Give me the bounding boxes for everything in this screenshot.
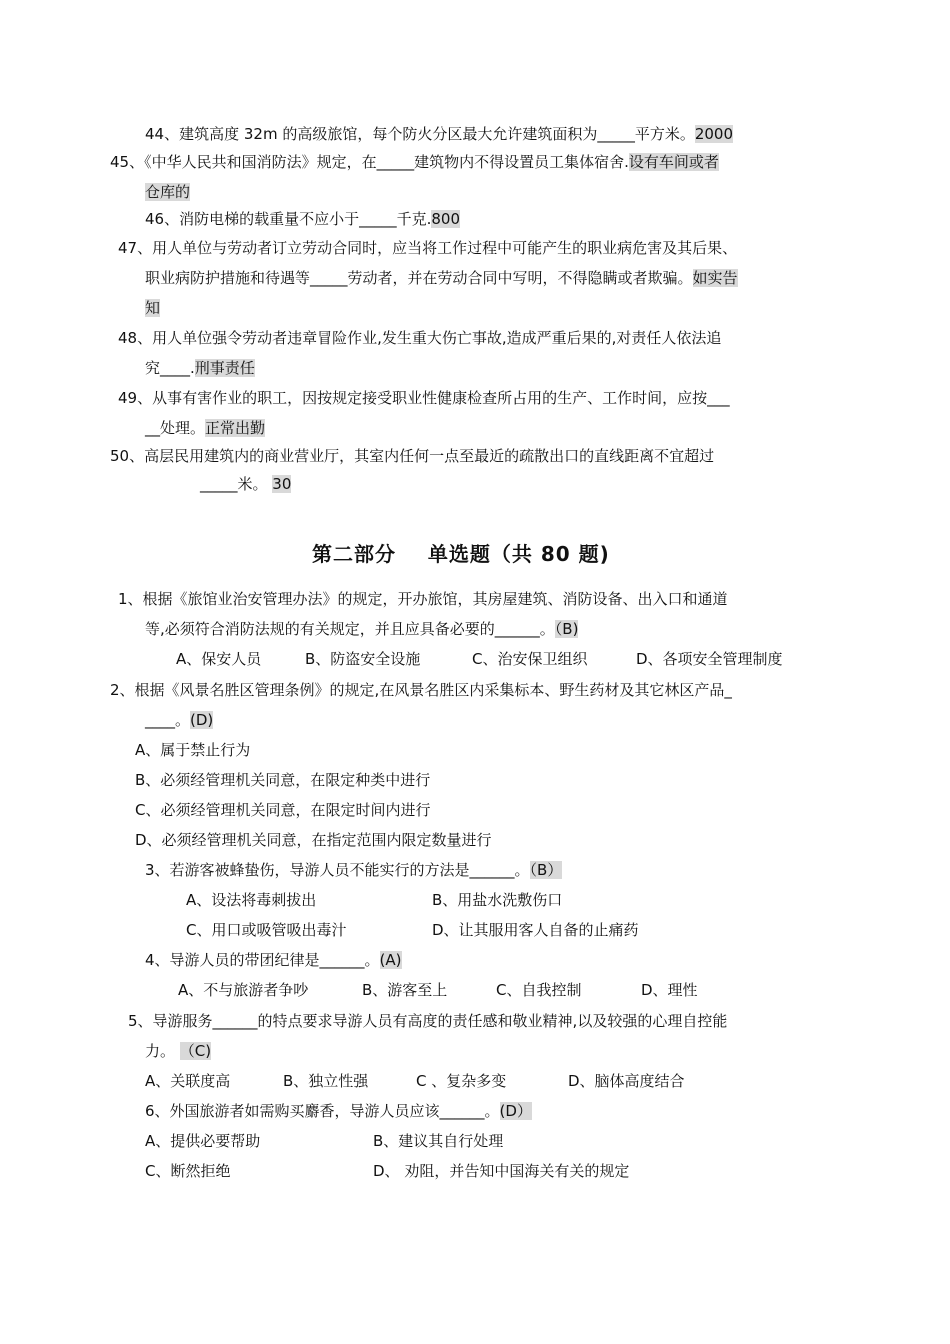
q47-line2 bbox=[145, 268, 738, 288]
q48-text: 究____. bbox=[145, 359, 195, 377]
p2-q2-option-d: D、必须经管理机关同意，在指定范围内限定数量进行 bbox=[135, 831, 492, 849]
q45-line2 bbox=[145, 182, 190, 202]
q45-text: 45、《中华人民共和国消防法》规定，在_____建筑物内不得设置员工集体宿舍. bbox=[110, 153, 629, 171]
p2-q4-answer: (A) bbox=[379, 951, 402, 969]
p2-q6-option-d: D、 劝阻，并告知中国海关有关的规定 bbox=[373, 1162, 630, 1180]
q46-line bbox=[145, 209, 460, 229]
q50-text: _____米。 bbox=[200, 475, 268, 493]
p2-q3-option-c: C、用口或吸管吸出毒汁 bbox=[186, 921, 347, 939]
p2-q6-line bbox=[145, 1101, 532, 1121]
p2-q3-answer: （B） bbox=[529, 861, 563, 879]
p2-q2-line1: 2、根据《风景名胜区管理条例》的规定,在风景名胜区内采集标本、野生药材及其它林区产品_ bbox=[110, 681, 732, 699]
q44-answer: 2000 bbox=[694, 125, 734, 143]
p2-q5-option-c: C 、复杂多变 bbox=[416, 1072, 507, 1090]
p2-q6-option-c: C、断然拒绝 bbox=[145, 1162, 231, 1180]
p2-q2-option-c: C、必须经管理机关同意，在限定时间内进行 bbox=[135, 801, 431, 819]
q50-line1: 50、高层民用建筑内的商业营业厅，其室内任何一点至最近的疏散出口的直线距离不宜超过 bbox=[110, 447, 715, 465]
q46-answer: 800 bbox=[431, 210, 460, 228]
p2-q6-answer: (D） bbox=[499, 1102, 532, 1120]
p2-q1-option-a: A、保安人员 bbox=[176, 650, 262, 668]
q45-answer-a: 设有车间或者 bbox=[628, 153, 719, 171]
p2-q5-answer: （C) bbox=[179, 1042, 212, 1060]
p2-q1-option-b: B、防盗安全设施 bbox=[305, 650, 421, 668]
q45-answer-b: 仓库的 bbox=[145, 183, 191, 201]
p2-q1-option-c: C、治安保卫组织 bbox=[472, 650, 588, 668]
q48-line2 bbox=[145, 358, 255, 378]
p2-q3-line bbox=[145, 860, 562, 880]
p2-q6-text: 6、外国旅游者如需购买麝香，导游人员应该______。 bbox=[145, 1102, 500, 1120]
q46-text: 46、消防电梯的载重量不应小于_____千克. bbox=[145, 210, 432, 228]
q49-line1: 49、从事有害作业的职工，因按规定接受职业性健康检查所占用的生产、工作时间，应按___ bbox=[118, 389, 730, 407]
p2-q6-option-b: B、建议其自行处理 bbox=[373, 1132, 504, 1150]
p2-q4-option-a: A、不与旅游者争吵 bbox=[178, 981, 309, 999]
q48-line1: 48、用人单位强令劳动者违章冒险作业,发生重大伤亡事故,造成严重后果的,对责任人依法追 bbox=[118, 329, 722, 347]
p2-q2-line2 bbox=[145, 710, 213, 730]
q47-answer-b: 知 bbox=[145, 299, 161, 317]
p2-q2-option-a: A、属于禁止行为 bbox=[135, 741, 251, 759]
p2-q5-text: 力。 bbox=[145, 1042, 180, 1060]
q45-line1 bbox=[110, 152, 719, 172]
p2-q4-option-d: D、理性 bbox=[641, 981, 698, 999]
p2-q2-text: ____。 bbox=[145, 711, 191, 729]
q50-answer: 30 bbox=[272, 475, 292, 493]
p2-q1-text: 等,必须符合消防法规的有关规定，并且应具备必要的______。 bbox=[145, 620, 555, 638]
q47-answer-a: 如实告 bbox=[692, 269, 738, 287]
p2-q5-option-d: D、脑体高度结合 bbox=[568, 1072, 685, 1090]
q49-answer: 正常出勤 bbox=[205, 419, 266, 437]
p2-q3-text: 3、若游客被蜂蛰伤，导游人员不能实行的方法是______。 bbox=[145, 861, 530, 879]
p2-q2-option-b: B、必须经管理机关同意，在限定种类中进行 bbox=[135, 771, 431, 789]
p2-q1-line1: 1、根据《旅馆业治安管理办法》的规定，开办旅馆，其房屋建筑、消防设备、出入口和通道 bbox=[118, 590, 728, 608]
q49-line2 bbox=[145, 418, 265, 438]
p2-q3-option-a: A、设法将毒刺拔出 bbox=[186, 891, 317, 909]
p2-q5-option-a: A、关联度高 bbox=[145, 1072, 231, 1090]
section-title: 第二部分 单选题（共 80 题) bbox=[312, 542, 610, 566]
p2-q1-answer: （B) bbox=[554, 620, 579, 638]
q49-text: __处理。 bbox=[145, 419, 206, 437]
p2-q1-option-d: D、各项安全管理制度 bbox=[636, 650, 783, 668]
q47-text: 职业病防护措施和待遇等_____劳动者，并在劳动合同中写明，不得隐瞒或者欺骗。 bbox=[145, 269, 693, 287]
q44-text: 44、建筑高度 32m 的高级旅馆，每个防火分区最大允许建筑面积为_____平方米。 bbox=[145, 125, 695, 143]
p2-q4-option-c: C、自我控制 bbox=[496, 981, 582, 999]
p2-q3-option-d: D、让其服用客人自备的止痛药 bbox=[432, 921, 639, 939]
p2-q3-option-b: B、用盐水洗敷伤口 bbox=[432, 891, 563, 909]
q47-line1: 47、用人单位与劳动者订立劳动合同时，应当将工作过程中可能产生的职业病危害及其后果、 bbox=[118, 239, 738, 257]
p2-q2-answer: (D) bbox=[190, 711, 214, 729]
p2-q5-line1: 5、导游服务______的特点要求导游人员有高度的责任感和敬业精神,以及较强的心理自控能 bbox=[128, 1012, 728, 1030]
p2-q4-text: 4、导游人员的带团纪律是______。 bbox=[145, 951, 380, 969]
p2-q4-option-b: B、游客至上 bbox=[362, 981, 448, 999]
p2-q4-line bbox=[145, 950, 402, 970]
p2-q5-option-b: B、独立性强 bbox=[283, 1072, 369, 1090]
q47-line3 bbox=[145, 298, 160, 318]
q44-line bbox=[145, 124, 733, 144]
p2-q1-line2 bbox=[145, 619, 578, 639]
p2-q6-option-a: A、提供必要帮助 bbox=[145, 1132, 261, 1150]
q48-answer: 刑事责任 bbox=[194, 359, 255, 377]
p2-q5-line2 bbox=[145, 1041, 211, 1061]
q50-line2 bbox=[200, 474, 291, 494]
